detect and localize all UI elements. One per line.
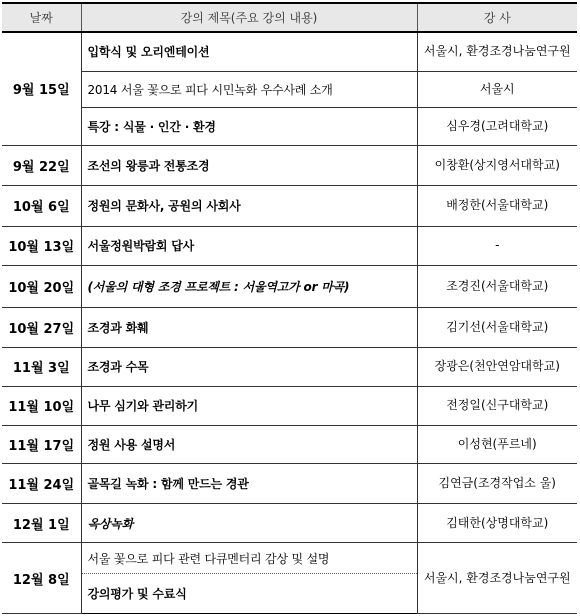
date-cell: 11월 17일 xyxy=(2,425,81,463)
table-row xyxy=(2,32,577,71)
title-cell: 입학식 및 오리엔테이션 xyxy=(81,32,417,71)
title-cell: 정원 사용 설명서 xyxy=(81,425,417,463)
table-row xyxy=(2,307,577,347)
table-row xyxy=(2,425,577,463)
date-cell: 9월 22일 xyxy=(2,145,81,185)
date-cell: 12월 1일 xyxy=(2,503,81,542)
title-cell: 나무 심기와 관리하기 xyxy=(81,386,417,425)
lecturer-cell: - xyxy=(417,226,577,265)
date-cell: 9월 15일 xyxy=(2,32,81,145)
title-cell: (서울의 대형 조경 프로젝트 : 서울역고가 or 마곡) xyxy=(81,266,417,308)
lecturer-cell: 김기선(서울대학교) xyxy=(417,307,577,347)
date-cell: 11월 3일 xyxy=(2,348,81,386)
header-row xyxy=(2,3,577,32)
table-row xyxy=(2,503,577,542)
header-title: 강의 제목(주요 강의 내용) xyxy=(81,3,417,32)
date-cell: 11월 10일 xyxy=(2,386,81,425)
title-cell: 조선의 왕릉과 전통조경 xyxy=(81,145,417,185)
lecturer-cell: 서울시, 환경조경나눔연구원 xyxy=(417,543,577,614)
table-row xyxy=(2,543,577,574)
table-row xyxy=(2,348,577,386)
lecturer-cell: 전정일(신구대학교) xyxy=(417,386,577,425)
table-row xyxy=(2,386,577,425)
title-cell: 강의평가 및 수료식 xyxy=(81,574,417,614)
date-cell: 11월 24일 xyxy=(2,464,81,503)
date-cell: 10월 27일 xyxy=(2,307,81,347)
title-cell: 서울정원박람회 답사 xyxy=(81,226,417,265)
title-cell: 2014 서울 꽃으로 피다 시민녹화 우수사례 소개 xyxy=(81,71,417,107)
lecturer-cell: 장광은(천안연암대학교) xyxy=(417,348,577,386)
table-row xyxy=(2,266,577,308)
table-row xyxy=(2,464,577,503)
lecturer-cell: 이성현(푸르네) xyxy=(417,425,577,463)
table-row xyxy=(2,145,577,185)
header-date: 날짜 xyxy=(2,3,81,32)
lecturer-cell: 이창환(상지영서대학교) xyxy=(417,145,577,185)
date-cell: 12월 8일 xyxy=(2,543,81,614)
header-lecturer: 강 사 xyxy=(417,3,577,32)
lecturer-cell: 심우경(고려대학교) xyxy=(417,108,577,145)
date-cell: 10월 20일 xyxy=(2,266,81,308)
title-cell: 옥상녹화 xyxy=(81,503,417,542)
title-cell: 골목길 녹화 : 함께 만드는 경관 xyxy=(81,464,417,503)
date-cell: 10월 13일 xyxy=(2,226,81,265)
title-cell: 특강 : 식물 · 인간 · 환경 xyxy=(81,108,417,145)
lecturer-cell: 김연금(조경작업소 울) xyxy=(417,464,577,503)
title-cell: 서울 꽃으로 피다 관련 다큐멘터리 감상 및 설명 xyxy=(81,543,417,574)
date-cell: 10월 6일 xyxy=(2,186,81,226)
table-row xyxy=(2,71,577,107)
table-row xyxy=(2,226,577,265)
lecture-schedule-table xyxy=(2,2,577,614)
lecturer-cell: 조경진(서울대학교) xyxy=(417,266,577,308)
lecturer-cell: 서울시 xyxy=(417,71,577,107)
lecturer-cell: 김태한(상명대학교) xyxy=(417,503,577,542)
title-cell: 조경과 화훼 xyxy=(81,307,417,347)
title-cell: 정원의 문화사, 공원의 사회사 xyxy=(81,186,417,226)
lecturer-cell: 배정한(서울대학교) xyxy=(417,186,577,226)
table-row xyxy=(2,186,577,226)
title-cell: 조경과 수목 xyxy=(81,348,417,386)
table-row xyxy=(2,108,577,145)
lecturer-cell: 서울시, 환경조경나눔연구원 xyxy=(417,32,577,71)
